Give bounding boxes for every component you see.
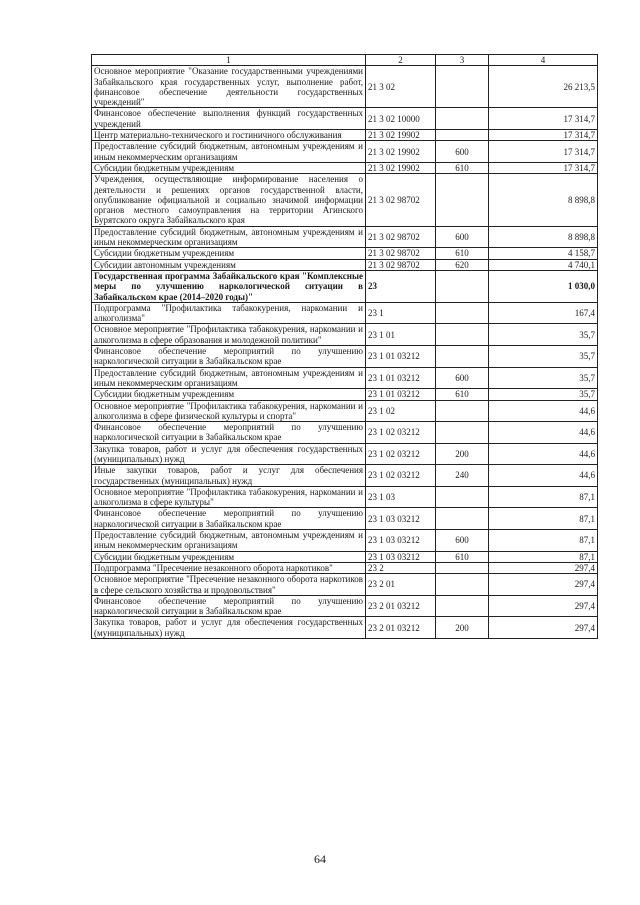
- row-type-cell: [436, 346, 489, 368]
- row-code-cell: 21 3 02: [366, 66, 436, 108]
- row-amount-cell: 35,7: [489, 346, 598, 368]
- table-row: [92, 162, 598, 173]
- row-code-cell: 21 3 02 19902: [366, 162, 436, 173]
- row-amount-cell: 35,7: [489, 389, 598, 400]
- row-type-cell: 600: [436, 226, 489, 248]
- row-amount-cell: 1 030,0: [489, 270, 598, 302]
- row-name-cell: Финансовое обеспечение мероприятий по улучшению наркологической ситуации в Забайкальском крае: [92, 508, 366, 530]
- table-row: [92, 562, 598, 573]
- row-type-cell: [436, 302, 489, 324]
- table-row: [92, 422, 598, 444]
- row-type-cell: [436, 324, 489, 346]
- table-row: [92, 508, 598, 530]
- header-col-4: 4: [489, 55, 598, 66]
- row-code-cell: 21 3 02 98702: [366, 259, 436, 270]
- table-row: [92, 400, 598, 422]
- row-name-cell: Подпрограмма "Профилактика табакокурения, наркомании и алкоголизма": [92, 302, 366, 324]
- row-name-cell: Субсидии бюджетным учреждениям: [92, 551, 366, 562]
- row-code-cell: 23 1 01 03212: [366, 367, 436, 389]
- row-code-cell: 23 1 02 03212: [366, 465, 436, 487]
- row-name-cell: Основное мероприятие "Профилактика табакокурения, наркомании и алкоголизма в сфере образования и молодежной политики": [92, 324, 366, 346]
- row-amount-cell: 17 314,7: [489, 162, 598, 173]
- table-row: [92, 174, 598, 226]
- row-type-cell: [436, 270, 489, 302]
- row-name-cell: Финансовое обеспечение выполнения функций государственных учреждений: [92, 108, 366, 130]
- row-name-cell: Субсидии автономным учреждениям: [92, 259, 366, 270]
- row-name-cell: Закупка товаров, работ и услуг для обеспечения государственных (муниципальных) нужд: [92, 443, 366, 465]
- row-amount-cell: 26 213,5: [489, 66, 598, 108]
- table-row: [92, 346, 598, 368]
- row-amount-cell: 297,4: [489, 595, 598, 617]
- header-col-2: 2: [366, 55, 436, 66]
- row-name-cell: Субсидии бюджетным учреждениям: [92, 162, 366, 173]
- row-type-cell: 200: [436, 617, 489, 639]
- row-amount-cell: 87,1: [489, 530, 598, 552]
- row-code-cell: 21 3 02 10000: [366, 108, 436, 130]
- row-name-cell: Основное мероприятие "Профилактика табакокурения, наркомании и алкоголизма в сфере культуры": [92, 486, 366, 508]
- row-code-cell: 23 1 01: [366, 324, 436, 346]
- row-code-cell: 23 1: [366, 302, 436, 324]
- row-code-cell: 23 1 02 03212: [366, 443, 436, 465]
- row-code-cell: 21 3 02 19902: [366, 141, 436, 163]
- table-row: [92, 259, 598, 270]
- page-number: 64: [314, 852, 326, 866]
- row-amount-cell: 297,4: [489, 562, 598, 573]
- row-amount-cell: 35,7: [489, 367, 598, 389]
- row-name-cell: Основное мероприятие "Профилактика табакокурения, наркомании и алкоголизма в сфере физической культуры и спорта": [92, 400, 366, 422]
- table-row: [92, 389, 598, 400]
- row-code-cell: 23 1 02 03212: [366, 422, 436, 444]
- table-row: [92, 486, 598, 508]
- row-type-cell: 610: [436, 248, 489, 259]
- row-type-cell: [436, 108, 489, 130]
- row-type-cell: 600: [436, 141, 489, 163]
- row-amount-cell: 297,4: [489, 617, 598, 639]
- budget-table: [91, 54, 598, 639]
- row-name-cell: Предоставление субсидий бюджетным, автономным учреждениям и иным некоммерческим организациям: [92, 530, 366, 552]
- table-row: [92, 367, 598, 389]
- row-amount-cell: 44,6: [489, 400, 598, 422]
- row-code-cell: 23 2 01: [366, 574, 436, 596]
- row-amount-cell: 17 314,7: [489, 130, 598, 141]
- table-row: [92, 130, 598, 141]
- header-col-1: 1: [92, 55, 366, 66]
- table-row: [92, 108, 598, 130]
- row-code-cell: 21 3 02 98702: [366, 174, 436, 226]
- row-code-cell: 23 1 03 03212: [366, 551, 436, 562]
- row-name-cell: Центр материально-технического и гостиничного обслуживания: [92, 130, 366, 141]
- row-type-cell: 610: [436, 162, 489, 173]
- row-amount-cell: 167,4: [489, 302, 598, 324]
- row-type-cell: [436, 130, 489, 141]
- row-amount-cell: 44,6: [489, 422, 598, 444]
- row-amount-cell: 4 740,1: [489, 259, 598, 270]
- row-name-cell: Субсидии бюджетным учреждениям: [92, 389, 366, 400]
- table-row: [92, 595, 598, 617]
- table-row: [92, 465, 598, 487]
- row-name-cell: Подпрограмма "Пресечение незаконного оборота наркотиков": [92, 562, 366, 573]
- row-name-cell: Субсидии бюджетным учреждениям: [92, 248, 366, 259]
- row-code-cell: 23 1 03 03212: [366, 530, 436, 552]
- table-row: [92, 443, 598, 465]
- row-type-cell: 200: [436, 443, 489, 465]
- row-code-cell: 23 1 03: [366, 486, 436, 508]
- row-type-cell: [436, 486, 489, 508]
- row-code-cell: 21 3 02 98702: [366, 226, 436, 248]
- row-name-cell: Предоставление субсидий бюджетным, автономным учреждениям и иным некоммерческим организациям: [92, 226, 366, 248]
- row-amount-cell: 17 314,7: [489, 141, 598, 163]
- row-name-cell: Учреждения, осуществляющие информирование населения о деятельности и решениях органов государственной власти, опубликование официальной и социально значимой информации органов местного самоуправления на территории Агинского Бурятского округа Забайкальского края: [92, 174, 366, 226]
- row-amount-cell: 17 314,7: [489, 108, 598, 130]
- row-code-cell: 23 2 01 03212: [366, 595, 436, 617]
- table-row: [92, 617, 598, 639]
- table-row: [92, 324, 598, 346]
- row-type-cell: [436, 174, 489, 226]
- row-name-cell: Иные закупки товаров, работ и услуг для обеспечения государственных (муниципальных) нужд: [92, 465, 366, 487]
- row-code-cell: 23: [366, 270, 436, 302]
- table-row: [92, 248, 598, 259]
- row-amount-cell: 44,6: [489, 465, 598, 487]
- row-type-cell: 610: [436, 551, 489, 562]
- row-code-cell: 23 2: [366, 562, 436, 573]
- row-type-cell: [436, 595, 489, 617]
- row-amount-cell: 297,4: [489, 574, 598, 596]
- table-row: [92, 530, 598, 552]
- row-name-cell: Государственная программа Забайкальского края "Комплексные меры по улучшению наркологической ситуации в Забайкальском крае (2014–2020 годы)": [92, 270, 366, 302]
- row-amount-cell: 87,1: [489, 508, 598, 530]
- row-name-cell: Финансовое обеспечение мероприятий по улучшению наркологической ситуации в Забайкальском крае: [92, 422, 366, 444]
- row-type-cell: [436, 562, 489, 573]
- row-type-cell: [436, 422, 489, 444]
- table-row: [92, 302, 598, 324]
- row-amount-cell: 44,6: [489, 443, 598, 465]
- row-code-cell: 23 1 01 03212: [366, 346, 436, 368]
- row-type-cell: [436, 400, 489, 422]
- row-name-cell: Закупка товаров, работ и услуг для обеспечения государственных (муниципальных) нужд: [92, 617, 366, 639]
- table-row: [92, 551, 598, 562]
- row-name-cell: Основное мероприятие "Оказание государственными учреждениями Забайкальского края государственных услуг, выполнение работ, финансовое обеспечение деятельности государственных учреждений": [92, 66, 366, 108]
- row-type-cell: 620: [436, 259, 489, 270]
- row-code-cell: 21 3 02 98702: [366, 248, 436, 259]
- row-code-cell: 21 3 02 19902: [366, 130, 436, 141]
- row-type-cell: 240: [436, 465, 489, 487]
- row-type-cell: [436, 508, 489, 530]
- row-amount-cell: 87,1: [489, 551, 598, 562]
- row-name-cell: Финансовое обеспечение мероприятий по улучшению наркологической ситуации в Забайкальском крае: [92, 595, 366, 617]
- row-amount-cell: 87,1: [489, 486, 598, 508]
- row-amount-cell: 35,7: [489, 324, 598, 346]
- row-type-cell: 600: [436, 367, 489, 389]
- row-type-cell: 600: [436, 530, 489, 552]
- row-name-cell: Финансовое обеспечение мероприятий по улучшению наркологической ситуации в Забайкальском крае: [92, 346, 366, 368]
- row-amount-cell: 4 158,7: [489, 248, 598, 259]
- table-header-row: [92, 55, 598, 66]
- row-amount-cell: 8 898,8: [489, 226, 598, 248]
- row-type-cell: [436, 574, 489, 596]
- header-col-3: 3: [436, 55, 489, 66]
- table-row: [92, 226, 598, 248]
- table-body: [92, 66, 598, 639]
- row-code-cell: 23 1 03 03212: [366, 508, 436, 530]
- table-row: [92, 66, 598, 108]
- table-row: [92, 270, 598, 302]
- row-code-cell: 23 1 02: [366, 400, 436, 422]
- row-amount-cell: 8 898,8: [489, 174, 598, 226]
- row-name-cell: Предоставление субсидий бюджетным, автономным учреждениям и иным некоммерческим организациям: [92, 141, 366, 163]
- row-name-cell: Основное мероприятие "Пресечение незаконного оборота наркотиков в сфере сельского хозяйства и продовольствия": [92, 574, 366, 596]
- table-row: [92, 574, 598, 596]
- row-name-cell: Предоставление субсидий бюджетным, автономным учреждениям и иным некоммерческим организациям: [92, 367, 366, 389]
- row-code-cell: 23 1 01 03212: [366, 389, 436, 400]
- row-type-cell: 610: [436, 389, 489, 400]
- table-row: [92, 141, 598, 163]
- row-code-cell: 23 2 01 03212: [366, 617, 436, 639]
- row-type-cell: [436, 66, 489, 108]
